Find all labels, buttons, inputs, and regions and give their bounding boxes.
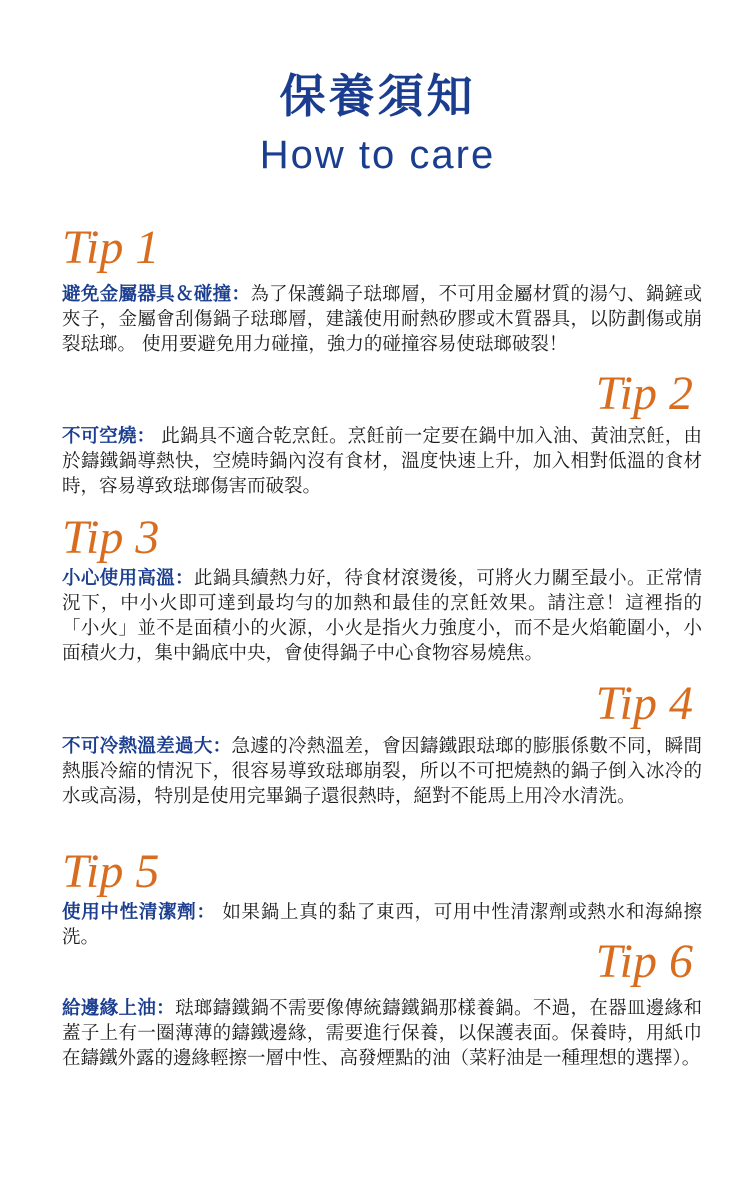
tip-6-heading: Tip 6 xyxy=(595,935,693,988)
tip-3-text: 此鍋具續熱力好，待食材滾燙後，可將火力關至最小。正常情況下，中小火即可達到最均勻的加熱和最佳的烹飪效果。請注意！這裡指的「小火」並不是面積小的火源，小火是指火力強度小，而不是火焰範圍小，小面積火力，集中鍋底中央，會使得鍋子中心食物容易燒焦。 xyxy=(62,568,702,664)
tip-1-lead: 避免金屬器具＆碰撞： xyxy=(62,284,251,305)
tip-5-heading: Tip 5 xyxy=(62,845,160,898)
tip-1-heading: Tip 1 xyxy=(62,221,160,274)
tip-2-text: 此鍋具不適合乾烹飪。烹飪前一定要在鍋中加入油、黃油烹飪，由於鑄鐵鍋導熱快，空燒時鍋內沒有食材，溫度快速上升，加入相對低溫的食材時，容易導致琺瑯傷害而破裂。 xyxy=(62,426,702,497)
tip-1-body xyxy=(62,282,702,357)
tip-2-body xyxy=(62,424,702,499)
tip-3-lead: 小心使用高溫： xyxy=(62,568,194,589)
tip-4-text: 急遽的冷熱溫差，會因鑄鐵跟琺瑯的膨脹係數不同，瞬間熱脹冷縮的情況下，很容易導致琺瑯崩裂，所以不可把燒熱的鍋子倒入冰冷的水或高湯，特別是使用完畢鍋子還很熱時，絕對不能馬上用冷水清洗。 xyxy=(62,736,702,807)
tip-4-lead: 不可冷熱溫差過大： xyxy=(62,736,232,757)
tip-1-text: 為了保護鍋子琺瑯層，不可用金屬材質的湯勺、鍋鏟或夾子，金屬會刮傷鍋子琺瑯層，建議使用耐熱矽膠或木質器具，以防劃傷或崩裂琺瑯。 使用要避免用力碰撞，強力的碰撞容易使琺瑯破裂！ xyxy=(62,284,702,355)
tip-3-body xyxy=(62,566,702,666)
tip-4-heading: Tip 4 xyxy=(595,677,693,730)
tip-6-text: 琺瑯鑄鐵鍋不需要像傳統鑄鐵鍋那樣養鍋。不過，在器皿邊緣和蓋子上有一圈薄薄的鑄鐵邊緣，需要進行保養，以保護表面。保養時，用紙巾在鑄鐵外露的邊緣輕擦一層中性、高發煙點的油（菜籽油是一種理想的選擇）。 xyxy=(62,998,702,1069)
tip-2-heading: Tip 2 xyxy=(595,367,693,420)
tip-6-body xyxy=(62,996,702,1071)
tip-5-lead: 使用中性清潔劑： xyxy=(62,902,216,923)
tip-2-lead: 不可空燒： xyxy=(62,426,156,447)
tip-6-lead: 給邊緣上油： xyxy=(62,998,175,1019)
tip-4-body xyxy=(62,734,702,809)
tip-5-text: 如果鍋上真的黏了東西，可用中性清潔劑或熱水和海綿擦洗。 xyxy=(62,902,702,948)
page-title-en: How to care xyxy=(259,133,496,177)
page-title-zh: 保養須知 xyxy=(279,69,476,123)
tip-3-heading: Tip 3 xyxy=(62,511,160,564)
